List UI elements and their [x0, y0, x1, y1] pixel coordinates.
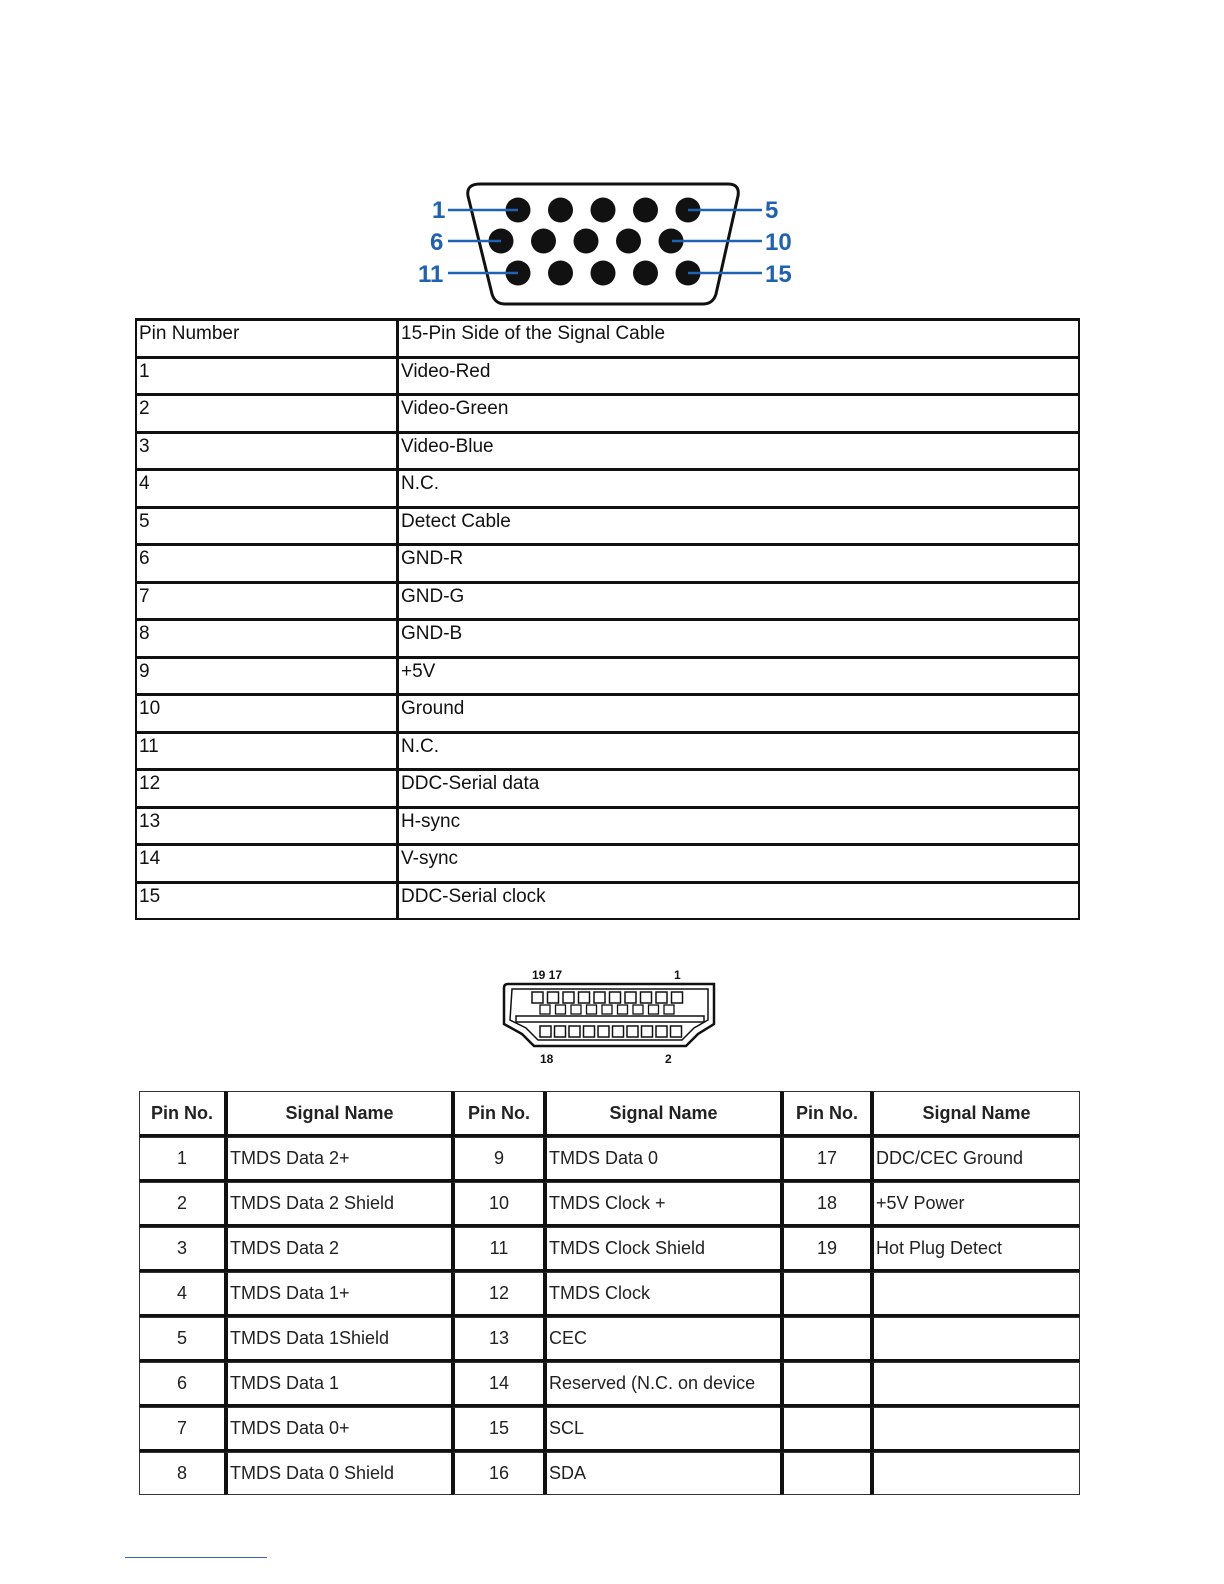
hdmi-pin-number: 15 [451, 1407, 543, 1452]
hdmi-signal-name [870, 1362, 1080, 1407]
vga-label-pin11: 11 [418, 261, 444, 288]
hdmi-row [139, 1272, 1080, 1317]
hdmi-signal-name: TMDS Data 1 [224, 1362, 451, 1407]
hdmi-contact-pad [587, 1005, 597, 1014]
hdmi-pin-number: 4 [139, 1272, 224, 1317]
hdmi-pin-number: 7 [139, 1407, 224, 1452]
vga-row [136, 732, 1079, 770]
vga-pin-number: 11 [136, 732, 398, 770]
vga-header-pin: Pin Number [136, 320, 398, 358]
vga-pin-number: 14 [136, 845, 398, 883]
hdmi-connector-diagram [498, 964, 722, 1070]
vga-pin-number: 1 [136, 357, 398, 395]
hdmi-contact-pad [540, 1026, 551, 1037]
vga-row [136, 507, 1079, 545]
vga-row [136, 770, 1079, 808]
hdmi-pin-number: 2 [139, 1182, 224, 1227]
hdmi-pin-number: 5 [139, 1317, 224, 1362]
vga-header-signal: 15-Pin Side of the Signal Cable [398, 320, 1080, 358]
hdmi-pin-number: 13 [451, 1317, 543, 1362]
hdmi-contact-pad [598, 1026, 609, 1037]
hdmi-label-bottom-left: 18 [540, 1052, 554, 1066]
vga-row [136, 695, 1079, 733]
vga-signal-name: Video-Green [398, 395, 1080, 433]
vga-row [136, 582, 1079, 620]
vga-label-pin5: 5 [765, 197, 779, 224]
vga-label-pin10: 10 [765, 229, 792, 256]
vga-label-pin6: 6 [430, 229, 444, 256]
vga-signal-name: DDC-Serial data [398, 770, 1080, 808]
hdmi-signal-name: SDA [543, 1452, 780, 1495]
hdmi-row [139, 1227, 1080, 1272]
vga-pin-dot [574, 229, 599, 254]
hdmi-pin-number: 11 [451, 1227, 543, 1272]
hdmi-pin-group [532, 992, 683, 1037]
hdmi-contact-pad [641, 992, 652, 1003]
vga-row [136, 395, 1079, 433]
hdmi-label-bottom-right: 2 [665, 1052, 672, 1066]
hdmi-signal-name: TMDS Clock Shield [543, 1227, 780, 1272]
vga-signal-name: Ground [398, 695, 1080, 733]
hdmi-signal-name: TMDS Data 0 Shield [224, 1452, 451, 1495]
hdmi-signal-name: TMDS Data 2 Shield [224, 1182, 451, 1227]
hdmi-header-signal-2: Signal Name [543, 1091, 780, 1137]
vga-signal-name: H-sync [398, 807, 1080, 845]
vga-pin-number: 4 [136, 470, 398, 508]
hdmi-signal-name: +5V Power [870, 1182, 1080, 1227]
vga-signal-name: N.C. [398, 732, 1080, 770]
hdmi-signal-name: TMDS Data 1Shield [224, 1317, 451, 1362]
hdmi-contact-pad [672, 992, 683, 1003]
hdmi-pin-table [139, 1091, 1080, 1495]
hdmi-contact-pad [649, 1005, 659, 1014]
hdmi-pin-number: 10 [451, 1182, 543, 1227]
vga-pin-number: 13 [136, 807, 398, 845]
hdmi-pin-number: 16 [451, 1452, 543, 1495]
vga-signal-name: Detect Cable [398, 507, 1080, 545]
vga-label-pin15: 15 [765, 261, 792, 288]
hdmi-signal-name [870, 1407, 1080, 1452]
hdmi-contact-pad [569, 1026, 580, 1037]
hdmi-header-row [139, 1091, 1080, 1137]
vga-row [136, 470, 1079, 508]
hdmi-contact-pad [618, 1005, 628, 1014]
footnote-rule [125, 1557, 267, 1558]
hdmi-contact-pad [664, 1005, 674, 1014]
hdmi-pin-number [780, 1362, 870, 1407]
vga-row [136, 357, 1079, 395]
hdmi-label-top-right: 1 [674, 968, 681, 982]
hdmi-contact-pad [671, 1026, 682, 1037]
vga-row [136, 882, 1079, 919]
vga-signal-name: Video-Red [398, 357, 1080, 395]
vga-pin-number: 15 [136, 882, 398, 919]
hdmi-contact-pad [540, 1005, 550, 1014]
hdmi-pin-number: 3 [139, 1227, 224, 1272]
vga-pin-dot [531, 229, 556, 254]
hdmi-signal-name: SCL [543, 1407, 780, 1452]
hdmi-contact-pad [633, 1005, 643, 1014]
vga-pin-dot [591, 198, 616, 223]
vga-signal-name: DDC-Serial clock [398, 882, 1080, 919]
hdmi-pin-number [780, 1272, 870, 1317]
hdmi-contact-pad [594, 992, 605, 1003]
hdmi-pin-number [780, 1317, 870, 1362]
hdmi-contact-pad [532, 992, 543, 1003]
vga-pin-number: 8 [136, 620, 398, 658]
hdmi-pin-number: 12 [451, 1272, 543, 1317]
hdmi-signal-name: TMDS Data 2+ [224, 1137, 451, 1182]
hdmi-row [139, 1407, 1080, 1452]
hdmi-pin-number: 19 [780, 1227, 870, 1272]
hdmi-header-pin-1: Pin No. [139, 1091, 224, 1137]
vga-pin-dot [548, 198, 573, 223]
hdmi-row [139, 1182, 1080, 1227]
vga-pin-dot [548, 261, 573, 286]
vga-signal-name: N.C. [398, 470, 1080, 508]
hdmi-pin-number: 17 [780, 1137, 870, 1182]
vga-pin-dot [633, 198, 658, 223]
vga-label-pin1: 1 [432, 197, 446, 224]
hdmi-pin-number: 9 [451, 1137, 543, 1182]
hdmi-header-signal-1: Signal Name [224, 1091, 451, 1137]
vga-signal-name: V-sync [398, 845, 1080, 883]
hdmi-signal-name: TMDS Data 2 [224, 1227, 451, 1272]
vga-pin-number: 12 [136, 770, 398, 808]
hdmi-signal-name: Reserved (N.C. on device [543, 1362, 780, 1407]
hdmi-signal-name: TMDS Data 0 [543, 1137, 780, 1182]
vga-pin-dot [633, 261, 658, 286]
hdmi-signal-name: TMDS Data 0+ [224, 1407, 451, 1452]
hdmi-pin-number: 6 [139, 1362, 224, 1407]
hdmi-pin-number: 8 [139, 1452, 224, 1495]
hdmi-row [139, 1452, 1080, 1495]
vga-pin-number: 5 [136, 507, 398, 545]
hdmi-signal-name: TMDS Data 1+ [224, 1272, 451, 1317]
hdmi-header-pin-3: Pin No. [780, 1091, 870, 1137]
vga-header-row [136, 320, 1079, 358]
hdmi-header-signal-3: Signal Name [870, 1091, 1080, 1137]
hdmi-pin-number: 14 [451, 1362, 543, 1407]
vga-pin-number: 2 [136, 395, 398, 433]
hdmi-contact-pad [656, 1026, 667, 1037]
hdmi-row [139, 1137, 1080, 1182]
vga-pin-number: 6 [136, 545, 398, 583]
hdmi-contact-pad [584, 1026, 595, 1037]
hdmi-row [139, 1317, 1080, 1362]
hdmi-pin-number [780, 1452, 870, 1495]
vga-row [136, 807, 1079, 845]
hdmi-pin-number: 18 [780, 1182, 870, 1227]
vga-row [136, 620, 1079, 658]
hdmi-signal-name [870, 1452, 1080, 1495]
vga-pin-number: 10 [136, 695, 398, 733]
vga-pin-dot [616, 229, 641, 254]
vga-signal-name: GND-B [398, 620, 1080, 658]
hdmi-contact-pad [625, 992, 636, 1003]
hdmi-row [139, 1362, 1080, 1407]
hdmi-pin-number [780, 1407, 870, 1452]
vga-row [136, 545, 1079, 583]
hdmi-signal-name: CEC [543, 1317, 780, 1362]
hdmi-contact-pad [556, 1005, 566, 1014]
vga-signal-name: Video-Blue [398, 432, 1080, 470]
hdmi-contact-pad [563, 992, 574, 1003]
hdmi-contact-pad [642, 1026, 653, 1037]
hdmi-pin-number: 1 [139, 1137, 224, 1182]
vga-row [136, 657, 1079, 695]
hdmi-contact-pad [627, 1026, 638, 1037]
hdmi-contact-pad [579, 992, 590, 1003]
vga-pin-table [135, 318, 1080, 920]
hdmi-signal-name: Hot Plug Detect [870, 1227, 1080, 1272]
vga-pin-number: 7 [136, 582, 398, 620]
vga-connector-diagram [410, 178, 810, 310]
vga-row [136, 845, 1079, 883]
hdmi-contact-pad [613, 1026, 624, 1037]
hdmi-contact-pad [555, 1026, 566, 1037]
vga-pin-dot [591, 261, 616, 286]
hdmi-contact-pad [610, 992, 621, 1003]
vga-row [136, 432, 1079, 470]
vga-signal-name: GND-R [398, 545, 1080, 583]
hdmi-contact-pad [656, 992, 667, 1003]
vga-pin-number: 3 [136, 432, 398, 470]
hdmi-signal-name [870, 1317, 1080, 1362]
hdmi-header-pin-2: Pin No. [451, 1091, 543, 1137]
hdmi-connector-tongue [516, 1016, 704, 1022]
hdmi-signal-name: TMDS Clock + [543, 1182, 780, 1227]
vga-signal-name: +5V [398, 657, 1080, 695]
vga-pin-group [489, 198, 701, 286]
hdmi-label-top-left: 19 17 [532, 968, 563, 982]
hdmi-signal-name [870, 1272, 1080, 1317]
hdmi-contact-pad [602, 1005, 612, 1014]
hdmi-signal-name: DDC/CEC Ground [870, 1137, 1080, 1182]
hdmi-contact-pad [548, 992, 559, 1003]
hdmi-signal-name: TMDS Clock [543, 1272, 780, 1317]
vga-pin-number: 9 [136, 657, 398, 695]
hdmi-contact-pad [571, 1005, 581, 1014]
vga-signal-name: GND-G [398, 582, 1080, 620]
